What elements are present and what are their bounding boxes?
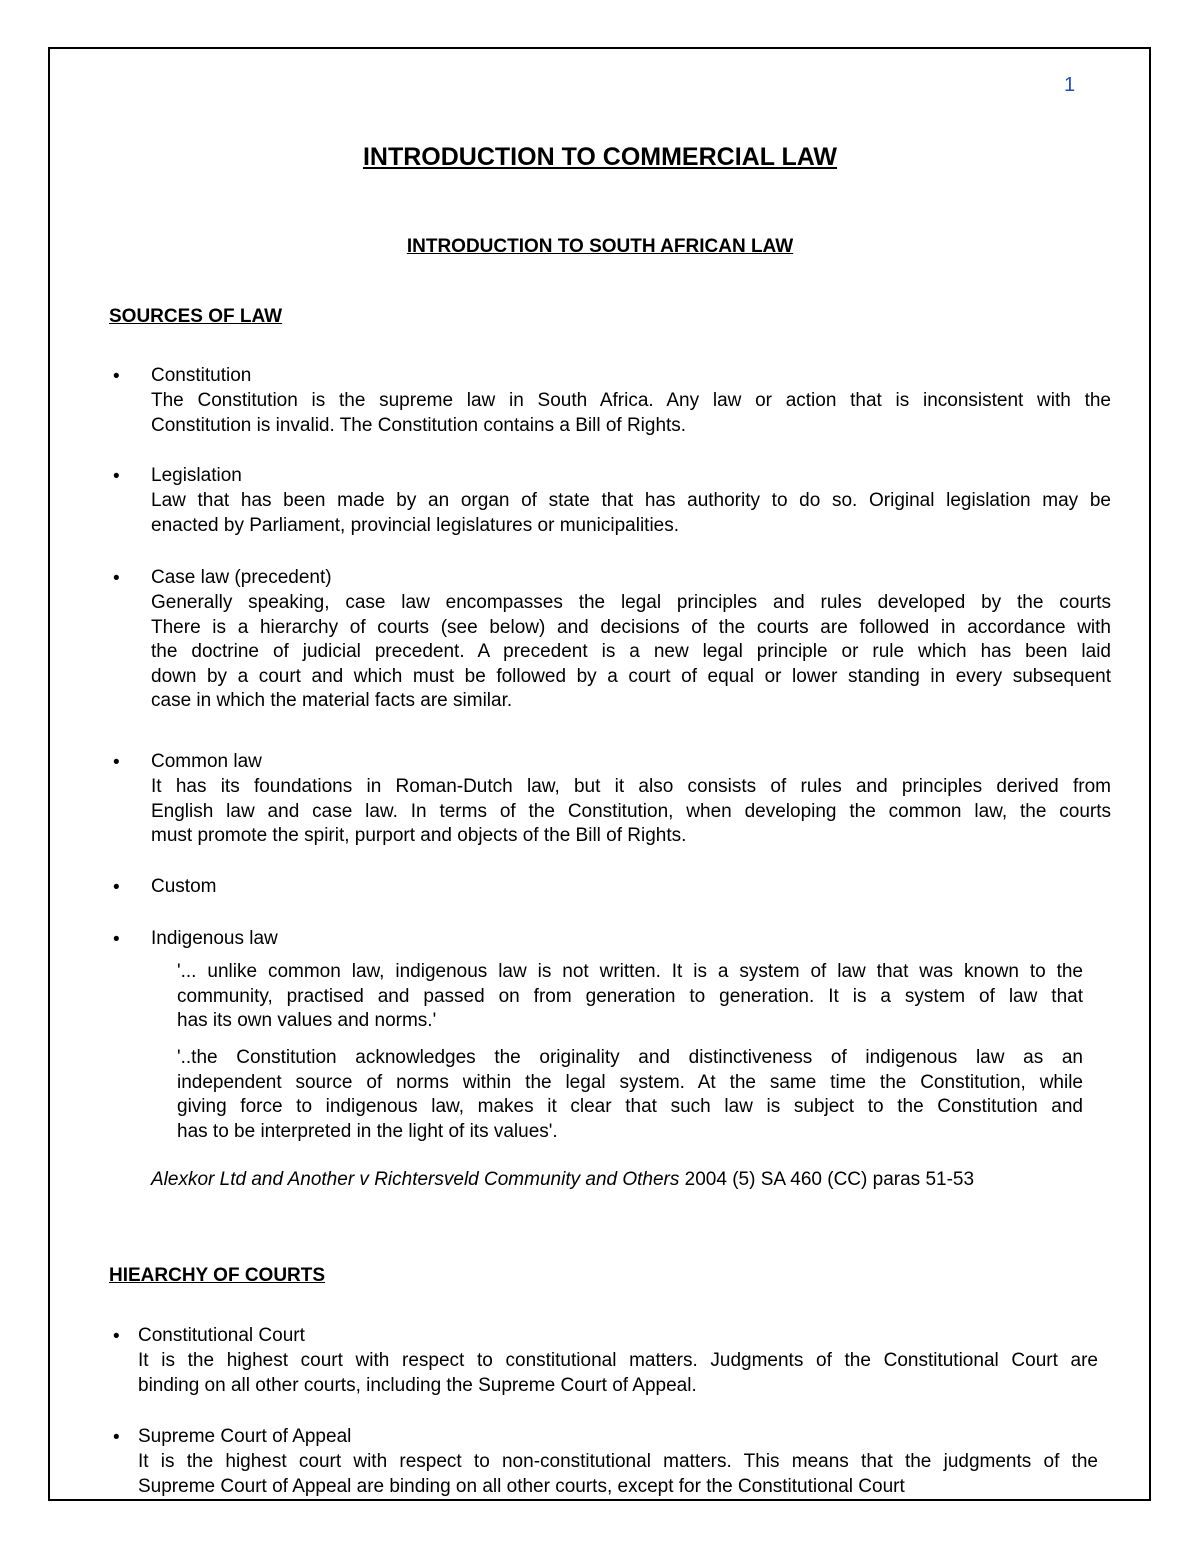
list-item-body <box>151 775 1111 849</box>
body-line: Supreme Court of Appeal are binding on all other courts, except for the Constitutional Court <box>138 1475 905 1497</box>
bullet-icon: • <box>113 1427 120 1448</box>
bullet-icon: • <box>113 568 120 589</box>
body-line: Generally speaking, case law encompasses the legal principles and rules developed by the courts <box>151 592 1111 613</box>
quote-line: has its own values and norms.' <box>177 1010 437 1031</box>
list-item-label: Common law <box>151 751 262 772</box>
bullet-icon: • <box>113 877 120 898</box>
body-line: enacted by Parliament, provincial legislatures or municipalities. <box>151 514 680 536</box>
quote-block <box>177 1046 1083 1144</box>
body-line: the doctrine of judicial precedent. A precedent is a new legal principle or rule which has been laid <box>151 641 1111 662</box>
list-item-label: Constitution <box>151 365 252 386</box>
list-item-label: Case law (precedent) <box>151 567 332 588</box>
body-line: case in which the material facts are similar. <box>151 690 513 711</box>
bullet-icon: • <box>113 466 120 487</box>
quote-line: giving force to indigenous law, makes it clear that such law is subject to the Constitution and <box>177 1096 1083 1117</box>
body-line: Law that has been made by an organ of state that has authority to do so. Original legislation may be <box>151 490 1111 511</box>
list-item-label: Legislation <box>151 465 242 486</box>
bullet-icon: • <box>113 752 120 773</box>
quote-line: has to be interpreted in the light of its values'. <box>177 1120 558 1142</box>
bullet-icon: • <box>113 929 120 950</box>
body-line: down by a court and which must be followed by a court of equal or lower standing in every subsequent <box>151 665 1111 687</box>
bullet-icon: • <box>113 366 120 387</box>
quote-line: community, practised and passed on from generation to generation. It is a system of law that <box>177 985 1083 1007</box>
body-line: It is the highest court with respect to non-constitutional matters. This means that the judgments of the <box>138 1451 1098 1472</box>
body-line: The Constitution is the supreme law in South Africa. Any law or action that is inconsistent with the <box>151 390 1111 411</box>
body-line: It has its foundations in Roman-Dutch law, but it also consists of rules and principles derived from <box>151 776 1111 797</box>
case-reference: 2004 (5) SA 460 (CC) paras 51-53 <box>679 1169 975 1190</box>
bullet-icon: • <box>113 1326 120 1347</box>
quote-line: independent source of norms within the legal system. At the same time the Constitution, while <box>177 1071 1083 1093</box>
body-line: Constitution is invalid. The Constitution contains a Bill of Rights. <box>151 414 687 436</box>
section-heading-sources: SOURCES OF LAW <box>109 306 283 327</box>
list-item-body <box>151 591 1111 714</box>
case-citation <box>151 1168 974 1193</box>
list-item-body <box>138 1450 1098 1499</box>
body-line: binding on all other courts, including the Supreme Court of Appeal. <box>138 1374 697 1396</box>
list-item-body <box>151 489 1111 538</box>
case-name: Alexkor Ltd and Another v Richtersveld Community and Others <box>151 1169 680 1190</box>
document-subtitle: INTRODUCTION TO SOUTH AFRICAN LAW <box>406 236 794 257</box>
quote-line: '... unlike common law, indigenous law is not written. It is a system of law that was known to the <box>177 961 1083 982</box>
page-number: 1 <box>1064 74 1076 96</box>
list-item-label: Supreme Court of Appeal <box>138 1426 352 1447</box>
list-item-label: Constitutional Court <box>138 1325 305 1346</box>
quote-block <box>177 960 1083 1034</box>
list-item-body <box>138 1349 1098 1398</box>
section-heading-courts: HIEARCHY OF COURTS <box>109 1265 326 1286</box>
body-line: must promote the spirit, purport and objects of the Bill of Rights. <box>151 825 687 846</box>
body-line: English law and case law. In terms of the Constitution, when developing the common law, the courts <box>151 800 1111 822</box>
list-item-label: Indigenous law <box>151 928 278 949</box>
body-line: It is the highest court with respect to constitutional matters. Judgments of the Constitutional Court are <box>138 1350 1098 1371</box>
list-item-body <box>151 389 1111 438</box>
quote-line: '..the Constitution acknowledges the originality and distinctiveness of indigenous law as an <box>177 1047 1083 1068</box>
list-item-label: Custom <box>151 876 217 897</box>
body-line: There is a hierarchy of courts (see below) and decisions of the courts are followed in accordance with <box>151 616 1111 638</box>
document-title: INTRODUCTION TO COMMERCIAL LAW <box>362 143 838 171</box>
